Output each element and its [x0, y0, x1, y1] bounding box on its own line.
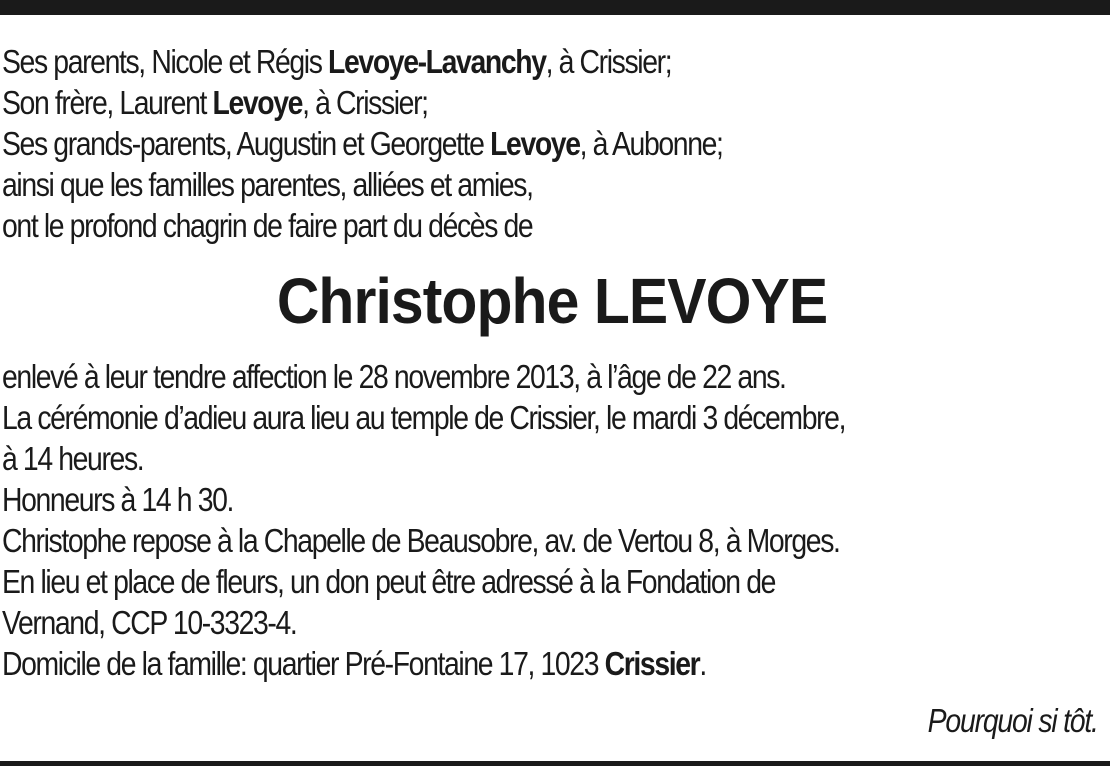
family-line-brother [2, 82, 948, 123]
detail-line-donation: En lieu et place de fleurs, un don peut être adressé à la Fondation de [2, 563, 776, 600]
domicile-town: Crissier [604, 645, 700, 682]
family-line-relatives: ainsi que les familles parentes, alliées et amies, [2, 166, 533, 203]
deceased-name: Christophe LEVOYE [276, 265, 828, 337]
announcement-line: ont le profond chagrin de faire part du décès de [2, 207, 533, 244]
domicile-line [2, 643, 948, 684]
family-line-parents [2, 41, 948, 82]
signoff-text: Pourquoi si tôt. [927, 702, 1098, 739]
brother-text: Son frère, Laurent [2, 84, 213, 121]
detail-line-time: à 14 heures. [2, 440, 144, 477]
grandparents-location: , à Aubonne; [579, 125, 723, 162]
parents-location: , à Crissier; [545, 43, 672, 80]
detail-line-chapel: Christophe repose à la Chapelle de Beausobre, av. de Vertou 8, à Morges. [2, 522, 840, 559]
parents-surname: Levoye-Lavanchy [328, 43, 546, 80]
parents-text: Ses parents, Nicole et Régis [2, 43, 329, 80]
domicile-text: Domicile de la famille: quartier Pré-Fontaine 17, 1023 [2, 645, 605, 682]
obituary-notice [2, 41, 1102, 684]
detail-line-date: enlevé à leur tendre affection le 28 novembre 2013, à l’âge de 22 ans. [2, 358, 786, 395]
family-line-grandparents [2, 123, 948, 164]
detail-line-ceremony: La cérémonie d’adieu aura lieu au temple de Crissier, le mardi 3 décembre, [2, 399, 846, 436]
grandparents-surname: Levoye [490, 125, 580, 162]
brother-surname: Levoye [212, 84, 303, 121]
brother-location: , à Crissier; [302, 84, 428, 121]
bottom-border-rule [0, 761, 1110, 766]
top-border-rule [0, 0, 1110, 15]
detail-line-ccp: Vernand, CCP 10-3323-4. [2, 604, 297, 641]
detail-line-honours: Honneurs à 14 h 30. [2, 481, 234, 518]
domicile-period: . [699, 645, 706, 682]
grandparents-text: Ses grands-parents, Augustin et Georgette [2, 125, 491, 162]
